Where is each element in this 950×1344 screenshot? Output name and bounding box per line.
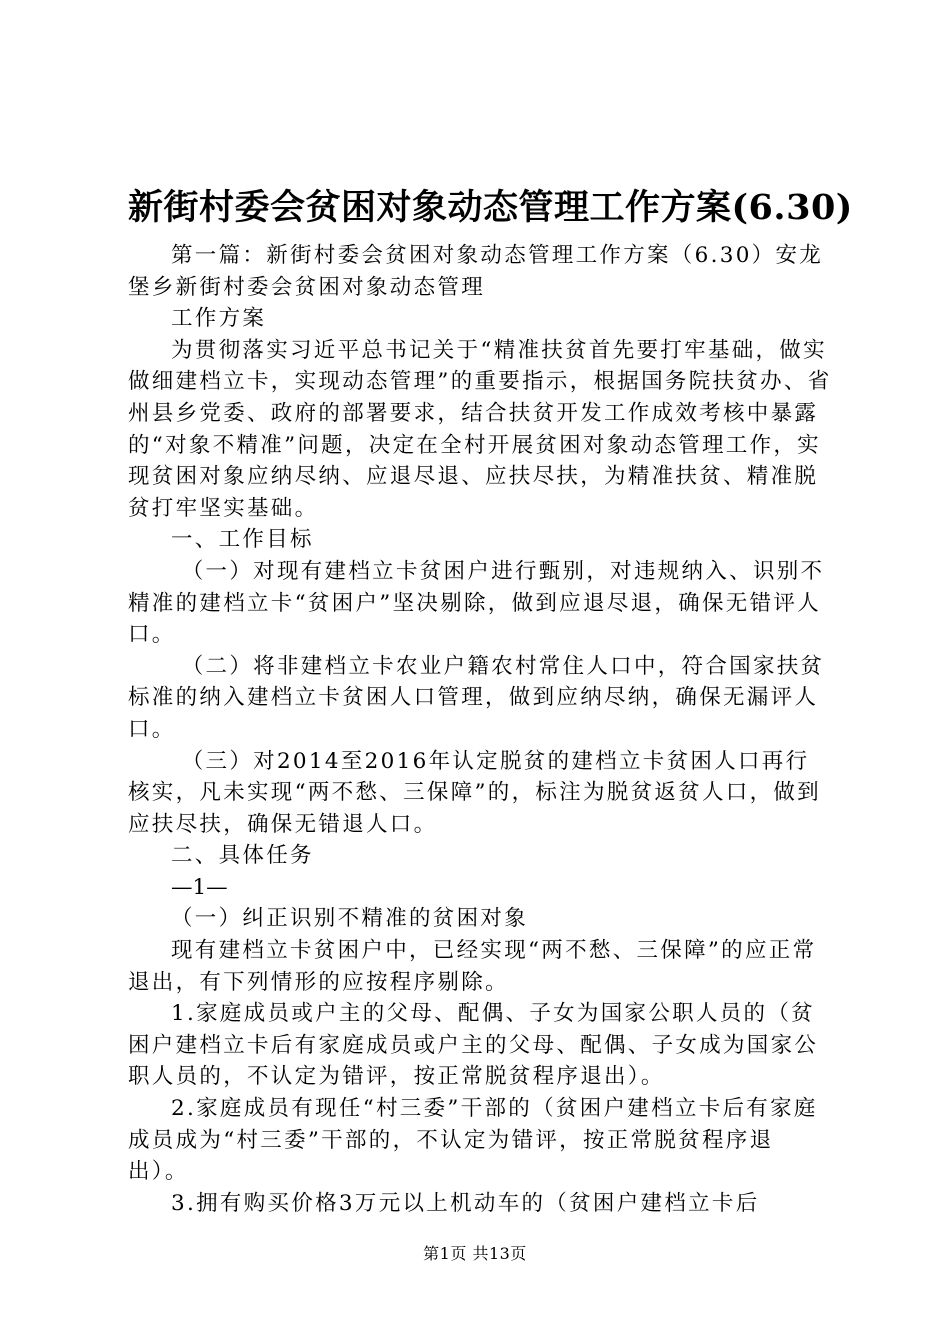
document-title: 新街村委会贫困对象动态管理工作方案(6.30): [128, 187, 853, 228]
paragraph-intro: 第一篇：新街村委会贫困对象动态管理工作方案（6.30）安龙堡乡新街村委会贫困对象动态管理: [128, 243, 824, 300]
paragraph-item-3: 3.拥有购买价格3万元以上机动车的（贫困户建档立卡后: [171, 1190, 760, 1216]
page-footer: 第1页 共13页: [423, 1244, 527, 1263]
paragraph-subtitle: 工作方案: [171, 306, 267, 332]
subsection-heading: （一）纠正识别不精准的贫困对象: [171, 906, 529, 932]
paragraph-goal-1: （一）对现有建档立卡贫困户进行甄别，对违规纳入、识别不精准的建档立卡“贫困户”坚决剔除，做到应退尽退，确保无错评人口。: [128, 558, 825, 648]
paragraph-task-intro: 现有建档立卡贫困户中，已经实现“两不愁、三保障”的应正常退出，有下列情形的应按程序剔除。: [128, 938, 817, 995]
paragraph-goal-3: （三）对2014至2016年认定脱贫的建档立卡贫困人口再行核实，凡未实现“两不愁、三保障”的，标注为脱贫返贫人口，做到应扶尽扶，确保无错退人口。: [128, 748, 821, 837]
section-heading-tasks: 二、具体任务: [171, 843, 314, 869]
document-body: [128, 240, 833, 1219]
paragraph-item-1: 1.家庭成员或户主的父母、配偶、子女为国家公职人员的（贫困户建档立卡后有家庭成员或户主的父母、配偶、子女成为国家公职人员的，不认定为错评，按正常脱贫程序退出）。: [128, 1001, 819, 1090]
paragraph-purpose: 为贯彻落实习近平总书记关于“精准扶贫首先要打牢基础，做实做细建档立卡，实现动态管理”的重要指示，根据国务院扶贫办、省州县乡党委、政府的部署要求，结合扶贫开发工作成效考核中暴露的“对象不精准”问题，决定在全村开展贫困对象动态管理工作，实现贫困对象应纳尽纳、应退尽退、应扶尽扶，为精准扶贫、精准脱贫打牢坚实基础。: [128, 337, 832, 521]
section-heading-goals: 一、工作目标: [171, 527, 314, 553]
page-marker: —1—: [171, 874, 228, 900]
paragraph-goal-2: （二）将非建档立卡农业户籍农村常住人口中，符合国家扶贫标准的纳入建档立卡贫困人口管理，做到应纳尽纳，确保无漏评人口。: [128, 653, 825, 742]
paragraph-item-2: 2.家庭成员有现任“村三委”干部的（贫困户建档立卡后有家庭成员成为“村三委”干部的，不认定为错评，按正常脱贫程序退出）。: [128, 1096, 818, 1185]
